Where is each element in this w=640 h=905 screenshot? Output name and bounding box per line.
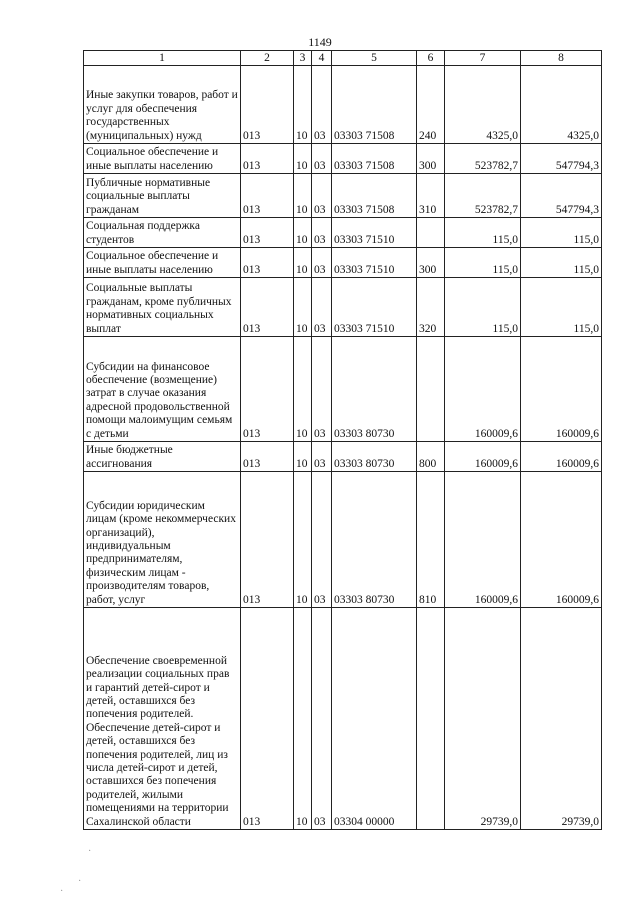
cell-target-article: 03303 71508 [332, 66, 417, 144]
cell-section: 10 [294, 337, 312, 442]
cell-section: 10 [294, 608, 312, 830]
cell-expense-type: 310 [417, 174, 445, 218]
row-name: Иные бюджетные ассигнования [84, 442, 241, 472]
column-header: 1 [84, 51, 241, 66]
cell-amount-2: 160009,6 [521, 337, 602, 442]
cell-amount-2: 29739,0 [521, 608, 602, 830]
column-header: 3 [294, 51, 312, 66]
cell-subsection: 03 [312, 144, 332, 174]
row-name: Иные закупки товаров, работ и услуг для обеспечения государственных (муниципальных) нужд [84, 66, 241, 144]
cell-amount-2: 160009,6 [521, 472, 602, 608]
budget-table [83, 50, 602, 830]
cell-ministry: 013 [241, 248, 294, 278]
cell-ministry: 013 [241, 144, 294, 174]
column-header: 8 [521, 51, 602, 66]
cell-amount-1: 523782,7 [445, 174, 521, 218]
column-header: 2 [241, 51, 294, 66]
cell-section: 10 [294, 218, 312, 248]
cell-amount-1: 160009,6 [445, 472, 521, 608]
cell-subsection: 03 [312, 608, 332, 830]
scan-speck: · [88, 846, 92, 857]
cell-expense-type: 300 [417, 144, 445, 174]
table-row [84, 66, 602, 144]
cell-amount-1: 523782,7 [445, 144, 521, 174]
cell-target-article: 03303 71508 [332, 144, 417, 174]
cell-subsection: 03 [312, 248, 332, 278]
cell-section: 10 [294, 174, 312, 218]
cell-target-article: 03303 71510 [332, 218, 417, 248]
cell-ministry: 013 [241, 174, 294, 218]
cell-section: 10 [294, 472, 312, 608]
cell-amount-1: 115,0 [445, 278, 521, 337]
scan-speck: · [78, 876, 82, 887]
row-name: Обеспечение своевременной реализации социальных прав и гарантий детей-сирот и детей, оставшихся без попечения родителей. Обеспечение детей-сирот и детей, оставшихся без попечения родителей, лиц из числа детей-сирот и детей, оставшихся без попечения родителей, жилыми помещениями на территории Сахалинской области [84, 608, 241, 830]
cell-target-article: 03303 80730 [332, 472, 417, 608]
cell-expense-type [417, 218, 445, 248]
table-row [84, 174, 602, 218]
table-row [84, 608, 602, 830]
column-header: 7 [445, 51, 521, 66]
page-number: 1149 [308, 35, 332, 49]
cell-expense-type: 810 [417, 472, 445, 608]
cell-ministry: 013 [241, 278, 294, 337]
header-row [84, 51, 602, 66]
cell-amount-2: 160009,6 [521, 442, 602, 472]
cell-amount-1: 160009,6 [445, 442, 521, 472]
cell-target-article: 03303 80730 [332, 442, 417, 472]
column-header: 5 [332, 51, 417, 66]
cell-target-article: 03304 00000 [332, 608, 417, 830]
cell-subsection: 03 [312, 472, 332, 608]
cell-section: 10 [294, 144, 312, 174]
cell-expense-type [417, 608, 445, 830]
cell-amount-2: 547794,3 [521, 174, 602, 218]
row-name: Социальные выплаты гражданам, кроме публичных нормативных социальных выплат [84, 278, 241, 337]
row-name: Публичные нормативные социальные выплаты гражданам [84, 174, 241, 218]
cell-target-article: 03303 80730 [332, 337, 417, 442]
cell-expense-type: 300 [417, 248, 445, 278]
table-row [84, 472, 602, 608]
cell-amount-1: 160009,6 [445, 337, 521, 442]
table-row [84, 248, 602, 278]
cell-ministry: 013 [241, 472, 294, 608]
cell-subsection: 03 [312, 218, 332, 248]
cell-amount-2: 4325,0 [521, 66, 602, 144]
cell-section: 10 [294, 442, 312, 472]
cell-amount-2: 115,0 [521, 278, 602, 337]
row-name: Субсидии на финансовое обеспечение (возмещение) затрат в случае оказания адресной продовольственной помощи малоимущим семьям с детьми [84, 337, 241, 442]
cell-section: 10 [294, 248, 312, 278]
cell-ministry: 013 [241, 218, 294, 248]
cell-ministry: 013 [241, 337, 294, 442]
cell-expense-type: 240 [417, 66, 445, 144]
cell-ministry: 013 [241, 442, 294, 472]
row-name: Социальное обеспечение и иные выплаты населению [84, 248, 241, 278]
cell-subsection: 03 [312, 337, 332, 442]
cell-amount-1: 115,0 [445, 218, 521, 248]
cell-amount-1: 4325,0 [445, 66, 521, 144]
cell-amount-2: 115,0 [521, 218, 602, 248]
cell-subsection: 03 [312, 442, 332, 472]
cell-expense-type: 800 [417, 442, 445, 472]
cell-ministry: 013 [241, 608, 294, 830]
column-header: 6 [417, 51, 445, 66]
scan-speck: · [60, 886, 64, 897]
cell-amount-2: 547794,3 [521, 144, 602, 174]
row-name: Субсидии юридическим лицам (кроме некоммерческих организаций), индивидуальным предпринимателям, физическим лицам - производителям товаров, работ, услуг [84, 472, 241, 608]
cell-amount-1: 29739,0 [445, 608, 521, 830]
cell-target-article: 03303 71508 [332, 174, 417, 218]
table-row [84, 278, 602, 337]
cell-ministry: 013 [241, 66, 294, 144]
cell-expense-type: 320 [417, 278, 445, 337]
cell-section: 10 [294, 66, 312, 144]
cell-expense-type [417, 337, 445, 442]
row-name: Социальная поддержка студентов [84, 218, 241, 248]
cell-section: 10 [294, 278, 312, 337]
table-row [84, 144, 602, 174]
table-row [84, 442, 602, 472]
table-row [84, 218, 602, 248]
cell-amount-2: 115,0 [521, 248, 602, 278]
cell-amount-1: 115,0 [445, 248, 521, 278]
cell-target-article: 03303 71510 [332, 248, 417, 278]
column-header: 4 [312, 51, 332, 66]
cell-subsection: 03 [312, 174, 332, 218]
cell-subsection: 03 [312, 278, 332, 337]
row-name: Социальное обеспечение и иные выплаты населению [84, 144, 241, 174]
cell-subsection: 03 [312, 66, 332, 144]
cell-target-article: 03303 71510 [332, 278, 417, 337]
table-row [84, 337, 602, 442]
